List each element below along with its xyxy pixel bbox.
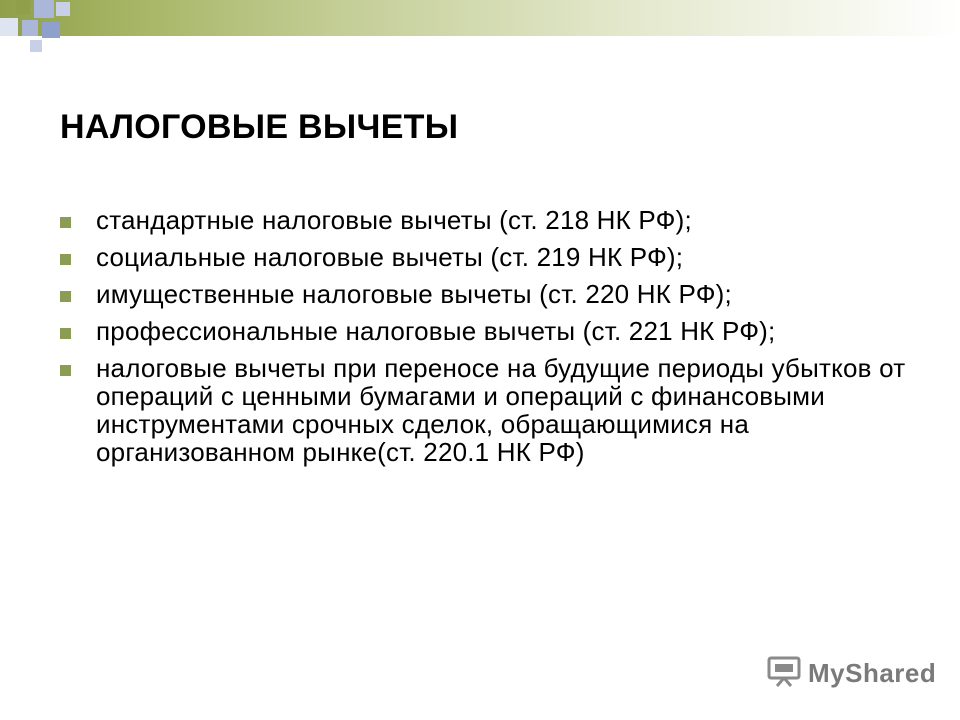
slide-title: НАЛОГОВЫЕ ВЫЧЕТЫ <box>60 108 459 146</box>
corner-squares-decoration <box>0 0 80 60</box>
deco-square <box>16 0 30 14</box>
list-item <box>60 243 910 271</box>
deco-square <box>34 0 54 18</box>
list-item-text: стандартные налоговые вычеты (ст. 218 НК РФ); <box>96 205 692 235</box>
deco-square <box>56 2 70 16</box>
top-decorative-bar <box>0 0 960 36</box>
list-item <box>60 354 910 466</box>
watermark-text: MyShared <box>808 657 937 688</box>
list-item <box>60 280 910 308</box>
watermark <box>766 658 936 688</box>
list-item-text: социальные налоговые вычеты (ст. 219 НК РФ); <box>96 242 684 272</box>
square-bullet-icon <box>60 217 71 228</box>
presentation-board-icon <box>766 655 802 692</box>
list-item <box>60 317 910 345</box>
square-bullet-icon <box>60 254 71 265</box>
square-bullet-icon <box>60 365 71 376</box>
list-item <box>60 206 910 234</box>
list-item-text: профессиональные налоговые вычеты (ст. 221 НК РФ); <box>96 316 776 346</box>
deco-square <box>22 20 38 36</box>
square-bullet-icon <box>60 328 71 339</box>
list-item-text: имущественные налоговые вычеты (ст. 220 НК РФ); <box>96 279 732 309</box>
deco-square <box>42 22 60 38</box>
list-item-text: налоговые вычеты при переносе на будущие периоды убытков от операций с ценными бумагами и операций с финансовыми инструментами срочных сделок, обращающимися на организованном рынке(ст. 220.1 НК РФ) <box>96 353 906 467</box>
square-bullet-icon <box>60 291 71 302</box>
deco-square <box>30 40 42 52</box>
deco-square <box>0 18 18 36</box>
bullet-list <box>60 206 910 475</box>
